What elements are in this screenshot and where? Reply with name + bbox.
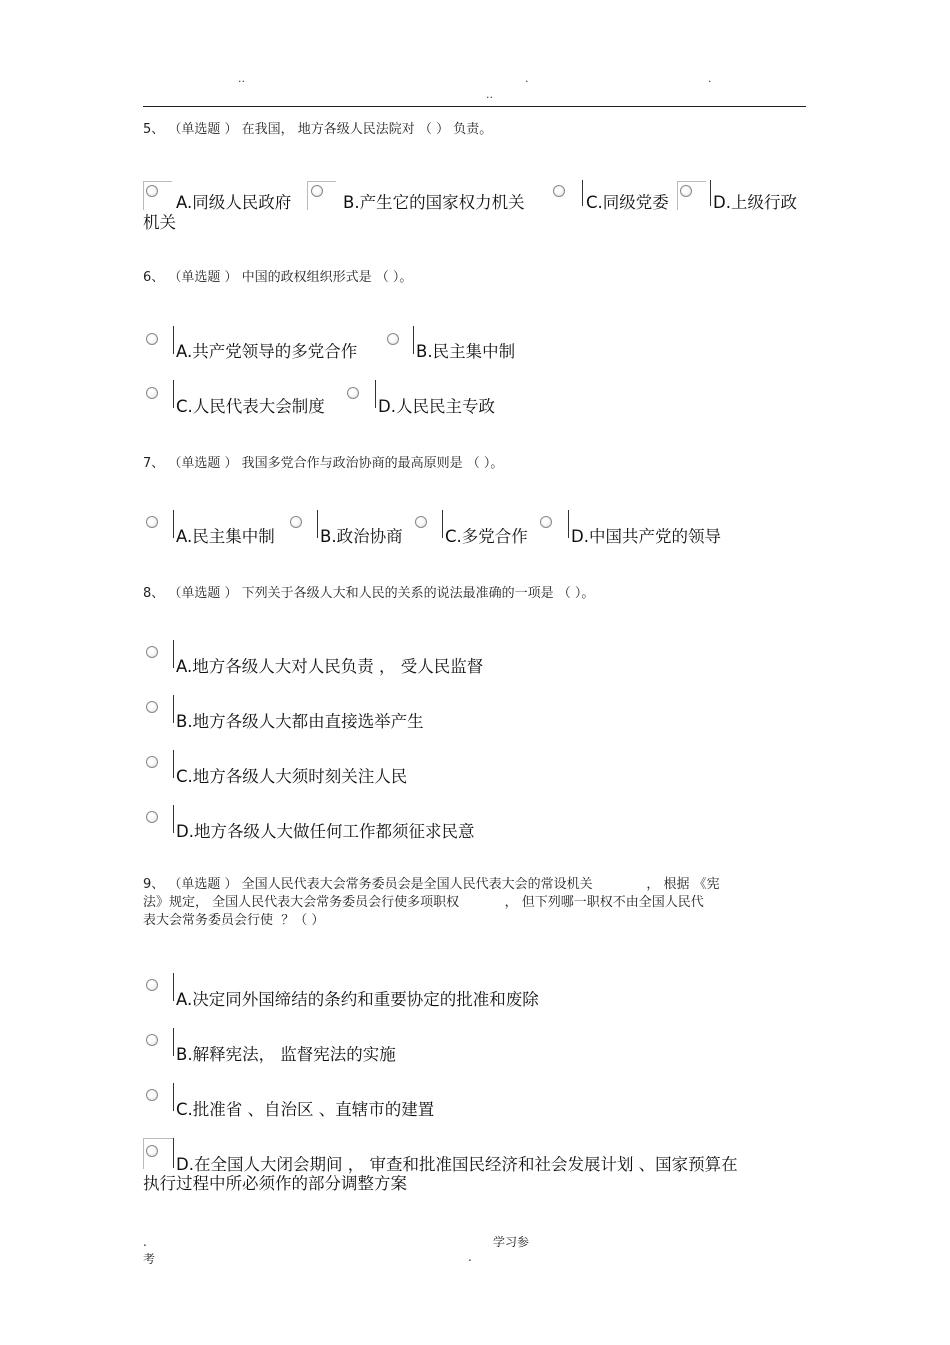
radio-button[interactable]	[146, 1145, 158, 1157]
option-divider	[173, 1138, 174, 1168]
radio-button[interactable]	[347, 387, 359, 399]
option-divider	[173, 750, 174, 778]
option-divider	[173, 695, 174, 723]
header-dot: ..	[486, 88, 493, 101]
option-label: D.人民民主专政	[378, 397, 495, 416]
question-stem-line: 9、 （单选题 ） 全国人民代表大会常务委员会是全国人民代表大会的常设机关 ， 根据 《宪	[143, 877, 720, 892]
option-divider	[413, 326, 414, 354]
option-label: C.同级党委	[586, 193, 669, 212]
footer-dot: .	[468, 1250, 472, 1264]
radio-button[interactable]	[146, 185, 158, 197]
option-frame	[307, 181, 336, 210]
option-label: A.民主集中制	[176, 527, 275, 546]
option-label: D.中国共产党的领导	[571, 527, 721, 546]
radio-button[interactable]	[311, 185, 323, 197]
option-continuation: 执行过程中所必须作的部分调整方案	[143, 1174, 407, 1193]
option-label: A.同级人民政府	[176, 193, 292, 212]
option-label: C.多党合作	[445, 527, 528, 546]
option-divider	[173, 380, 174, 408]
radio-button[interactable]	[146, 756, 158, 768]
option-divider	[582, 180, 583, 206]
radio-button[interactable]	[146, 387, 158, 399]
header-rule	[143, 106, 806, 107]
option-label: C.批准省 、自治区 、直辖市的建置	[176, 1100, 435, 1119]
option-label: D.地方各级人大做任何工作都须征求民意	[176, 822, 475, 841]
option-divider	[173, 326, 174, 354]
option-divider	[173, 805, 174, 833]
radio-button[interactable]	[146, 516, 158, 528]
header-dot: .	[525, 72, 529, 85]
radio-button[interactable]	[146, 646, 158, 658]
option-label: B.解释宪法， 监督宪法的实施	[176, 1045, 396, 1064]
option-divider	[173, 510, 174, 538]
radio-button[interactable]	[146, 979, 158, 991]
option-label: D.在全国人大闭会期间 ， 审查和批准国民经济和社会发展计划 、国家预算在	[176, 1155, 738, 1174]
option-label: D.上级行政	[713, 193, 797, 212]
option-label: C.地方各级人大须时刻关注人民	[176, 767, 408, 786]
radio-button[interactable]	[146, 333, 158, 345]
radio-button[interactable]	[415, 516, 427, 528]
option-divider	[173, 973, 174, 1001]
radio-button[interactable]	[387, 333, 399, 345]
radio-button[interactable]	[540, 516, 552, 528]
radio-button[interactable]	[146, 1034, 158, 1046]
option-divider	[568, 510, 569, 538]
option-divider	[442, 510, 443, 538]
question-stem: 6、 （单选题 ） 中国的政权组织形式是 （ ）。	[143, 270, 413, 285]
radio-button[interactable]	[680, 185, 692, 197]
option-label: A.共产党领导的多党合作	[176, 342, 358, 361]
question-stem: 8、 （单选题 ） 下列关于各级人大和人民的关系的说法最准确的一项是 （ ）。	[143, 586, 595, 601]
question-stem-line: 法》规定， 全国人民代表大会常务委员会行使多项职权 ， 但下列哪一职权不由全国人民代	[143, 895, 704, 910]
footer-text: 学习参	[493, 1235, 530, 1249]
header-dot: .	[708, 72, 712, 85]
question-stem	[143, 876, 806, 930]
option-label: B.政治协商	[320, 527, 403, 546]
option-label: B.民主集中制	[416, 342, 516, 361]
option-divider	[710, 180, 711, 206]
option-label: A.地方各级人大对人民负责 ， 受人民监督	[176, 657, 484, 676]
option-divider	[173, 1083, 174, 1111]
radio-button[interactable]	[146, 701, 158, 713]
question-stem: 5、 （单选题 ） 在我国， 地方各级人民法院对 （ ） 负责。	[143, 122, 493, 137]
question-stem: 7、 （单选题 ） 我国多党合作与政治协商的最高原则是 （ ）。	[143, 456, 504, 471]
option-label: B.地方各级人大都由直接选举产生	[176, 712, 424, 731]
option-label: A.决定同外国缔结的条约和重要协定的批准和废除	[176, 990, 539, 1009]
radio-button[interactable]	[290, 516, 302, 528]
radio-button[interactable]	[146, 1089, 158, 1101]
option-divider	[173, 640, 174, 668]
footer-dot: .	[143, 1235, 147, 1249]
radio-button[interactable]	[553, 185, 565, 197]
option-label: C.人民代表大会制度	[176, 397, 325, 416]
option-continuation: 机关	[143, 213, 176, 232]
radio-button[interactable]	[146, 811, 158, 823]
option-divider	[375, 380, 376, 408]
footer-text: 考	[143, 1252, 156, 1266]
option-divider	[317, 510, 318, 538]
option-divider	[173, 1028, 174, 1056]
question-stem-line: 表大会常务委员会行使 ？（ ）	[143, 913, 325, 928]
header-dot: ..	[238, 72, 245, 85]
option-label: B.产生它的国家权力机关	[343, 193, 525, 212]
